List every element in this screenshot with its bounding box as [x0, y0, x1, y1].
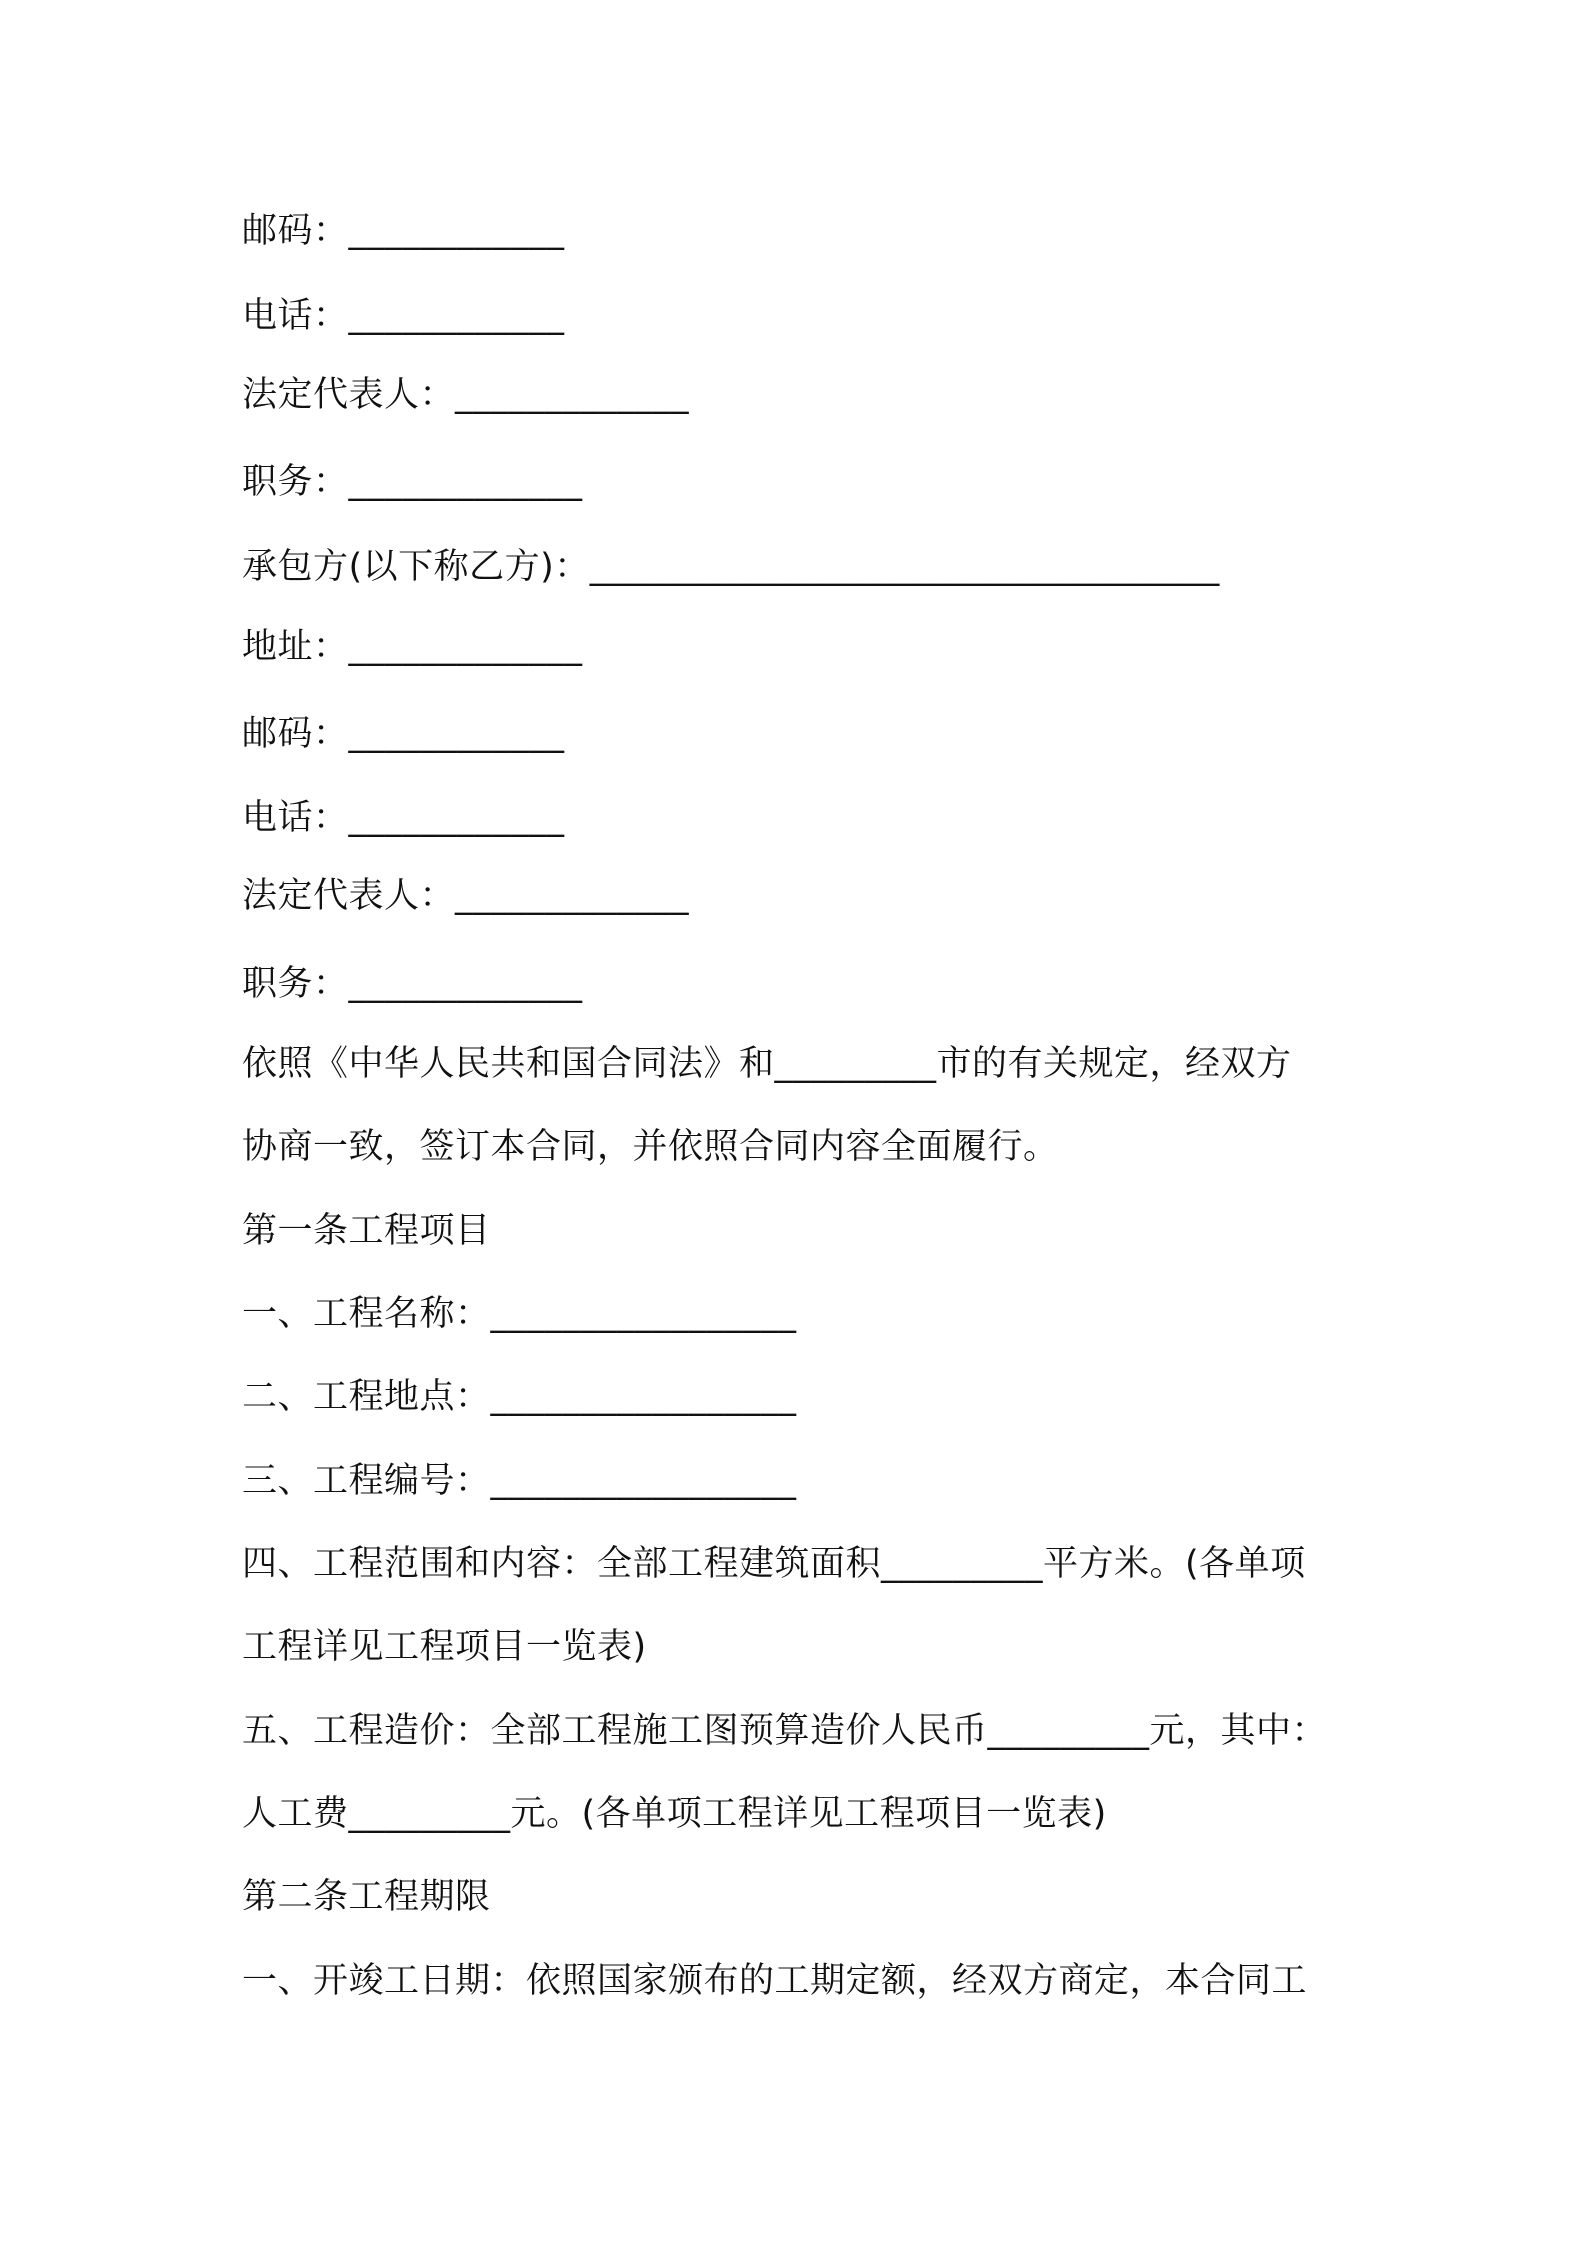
- article-2-heading: 第二条工程期限: [242, 1877, 491, 1917]
- project-name-line: 一、工程名称：_________________: [242, 1294, 797, 1334]
- project-scope-line-2: 工程详见工程项目一览表): [242, 1627, 647, 1667]
- party-b-phone-line: 电话：____________: [242, 798, 565, 838]
- project-location-line: 二、工程地点：_________________: [242, 1377, 797, 1417]
- party-b-postcode-line: 邮码：____________: [242, 714, 565, 754]
- project-number-line: 三、工程编号：_________________: [242, 1461, 797, 1501]
- contractor-a-phone-line: 电话：____________: [242, 296, 565, 336]
- start-completion-date-line: 一、开竣工日期：依照国家颁布的工期定额，经双方商定，本合同工: [242, 1961, 1308, 2001]
- party-b-name-line: 承包方(以下称乙方)：___________________________________: [242, 547, 1220, 587]
- contractor-a-postcode-line: 邮码：____________: [242, 211, 565, 251]
- preamble-line-1: 依照《中华人民共和国合同法》和_________市的有关规定，经双方: [242, 1044, 1292, 1084]
- project-cost-line-1: 五、工程造价：全部工程施工图预算造价人民币_________元，其中：: [242, 1711, 1328, 1751]
- project-cost-line-2: 人工费_________元。(各单项工程详见工程项目一览表): [242, 1794, 1107, 1834]
- article-1-heading: 第一条工程项目: [242, 1211, 491, 1251]
- party-b-address-line: 地址：_____________: [242, 627, 583, 667]
- party-b-legal-rep-line: 法定代表人：_____________: [242, 876, 690, 916]
- contractor-a-legal-rep-line: 法定代表人：_____________: [242, 375, 690, 415]
- preamble-line-2: 协商一致，签订本合同，并依照合同内容全面履行。: [242, 1127, 1059, 1167]
- party-b-position-line: 职务：_____________: [242, 964, 583, 1004]
- contractor-a-position-line: 职务：_____________: [242, 462, 583, 502]
- project-scope-line-1: 四、工程范围和内容：全部工程建筑面积_________平方米。(各单项: [242, 1544, 1306, 1584]
